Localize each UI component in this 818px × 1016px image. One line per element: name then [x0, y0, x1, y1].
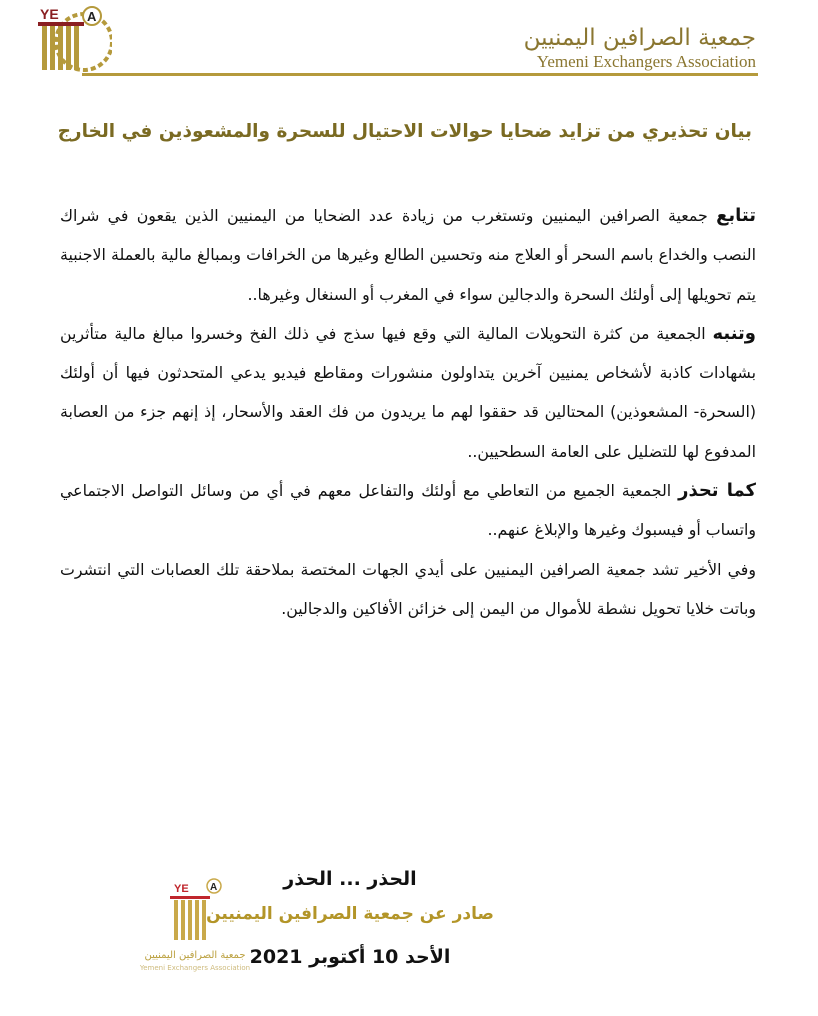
header-branding — [524, 24, 756, 72]
closing-warning: الحذر ... الحذر — [283, 868, 417, 890]
logo-letters: YE — [40, 6, 59, 22]
org-name-arabic: جمعية الصرافين اليمنيين — [523, 25, 756, 51]
paragraph-warning — [60, 471, 756, 550]
paragraph-follow-up — [60, 196, 756, 314]
issued-by: صادر عن جمعية الصرافين اليمنيين — [206, 904, 494, 924]
paragraph-lead: تتابع — [716, 205, 756, 226]
issue-date: الأحد 10 أكتوبر 2021 — [249, 946, 451, 968]
paragraph-lead: وتنبه — [712, 322, 756, 344]
paragraph-alert — [60, 314, 756, 471]
association-logo — [28, 4, 112, 76]
paragraph-text: وفي الأخير تشد جمعية الصرافين اليمنيين على أيدي الجهات المختصة بملاحقة تلك العصابات التي انتشرت وباتت خلايا تحويل نشطة للأموال من اليمن إلى خزائن الأفاكين والدجالين. — [60, 559, 756, 618]
stamp-caption-english: Yemeni Exchangers Association — [139, 964, 251, 972]
paragraph-text: جمعية الصرافين اليمنيين وتستغرب من زيادة عدد الضحايا من اليمنيين الذين يقعون في شراك النصب والخداع باسم السحر أو العلاج منه وتحسين الطالع وغيرها من الخرافات وبمبالغ مالية بالعملة الاجنبية يتم تحويلها إلى أولئك السحرة والدجالين سواء في المغرب أو السنغال وغيرها.. — [60, 206, 756, 304]
svg-text:YE: YE — [174, 883, 189, 895]
svg-text:A: A — [87, 9, 97, 24]
paragraph-text: الجمعية الجميع من التعاطي مع أولئك والتفاعل معهم في أي من وسائل التواصل الاجتماعي واتساب أو فيسبوك وغيرها والإبلاغ عنهم.. — [60, 481, 756, 540]
paragraph-text: الجمعية من كثرة التحويلات المالية التي وقع فيها سذج في ذلك الفخ وخسروا مبالغ مالية متأثرين بشهادات كاذبة لأشخاص يمنيين آخرين يتداولون منشورات ومقاطع فيديو يدعي المتحدثون فيها أن أولئك (السحرة- المشعوذين) المحتالين قد حققوا لهم ما يريدون من فك العقد والأسحار، إذ إنهم جزء من العصابة المدفوع لها للتضليل على العامة السطحيين.. — [60, 323, 756, 461]
paragraph-conclusion — [60, 550, 756, 629]
statement-body — [60, 196, 756, 628]
org-name-english: Yemeni Exchangers Association — [536, 52, 756, 71]
svg-text:A: A — [210, 882, 218, 893]
statement-title: بيان تحذيري من تزايد ضحايا حوالات الاحتيال للسحرة والمشعوذين في الخارج — [57, 121, 752, 142]
stamp-caption-arabic: جمعية الصرافين اليمنيين — [144, 950, 246, 961]
header-divider — [82, 73, 758, 76]
paragraph-lead: كما تحذر — [678, 480, 757, 502]
